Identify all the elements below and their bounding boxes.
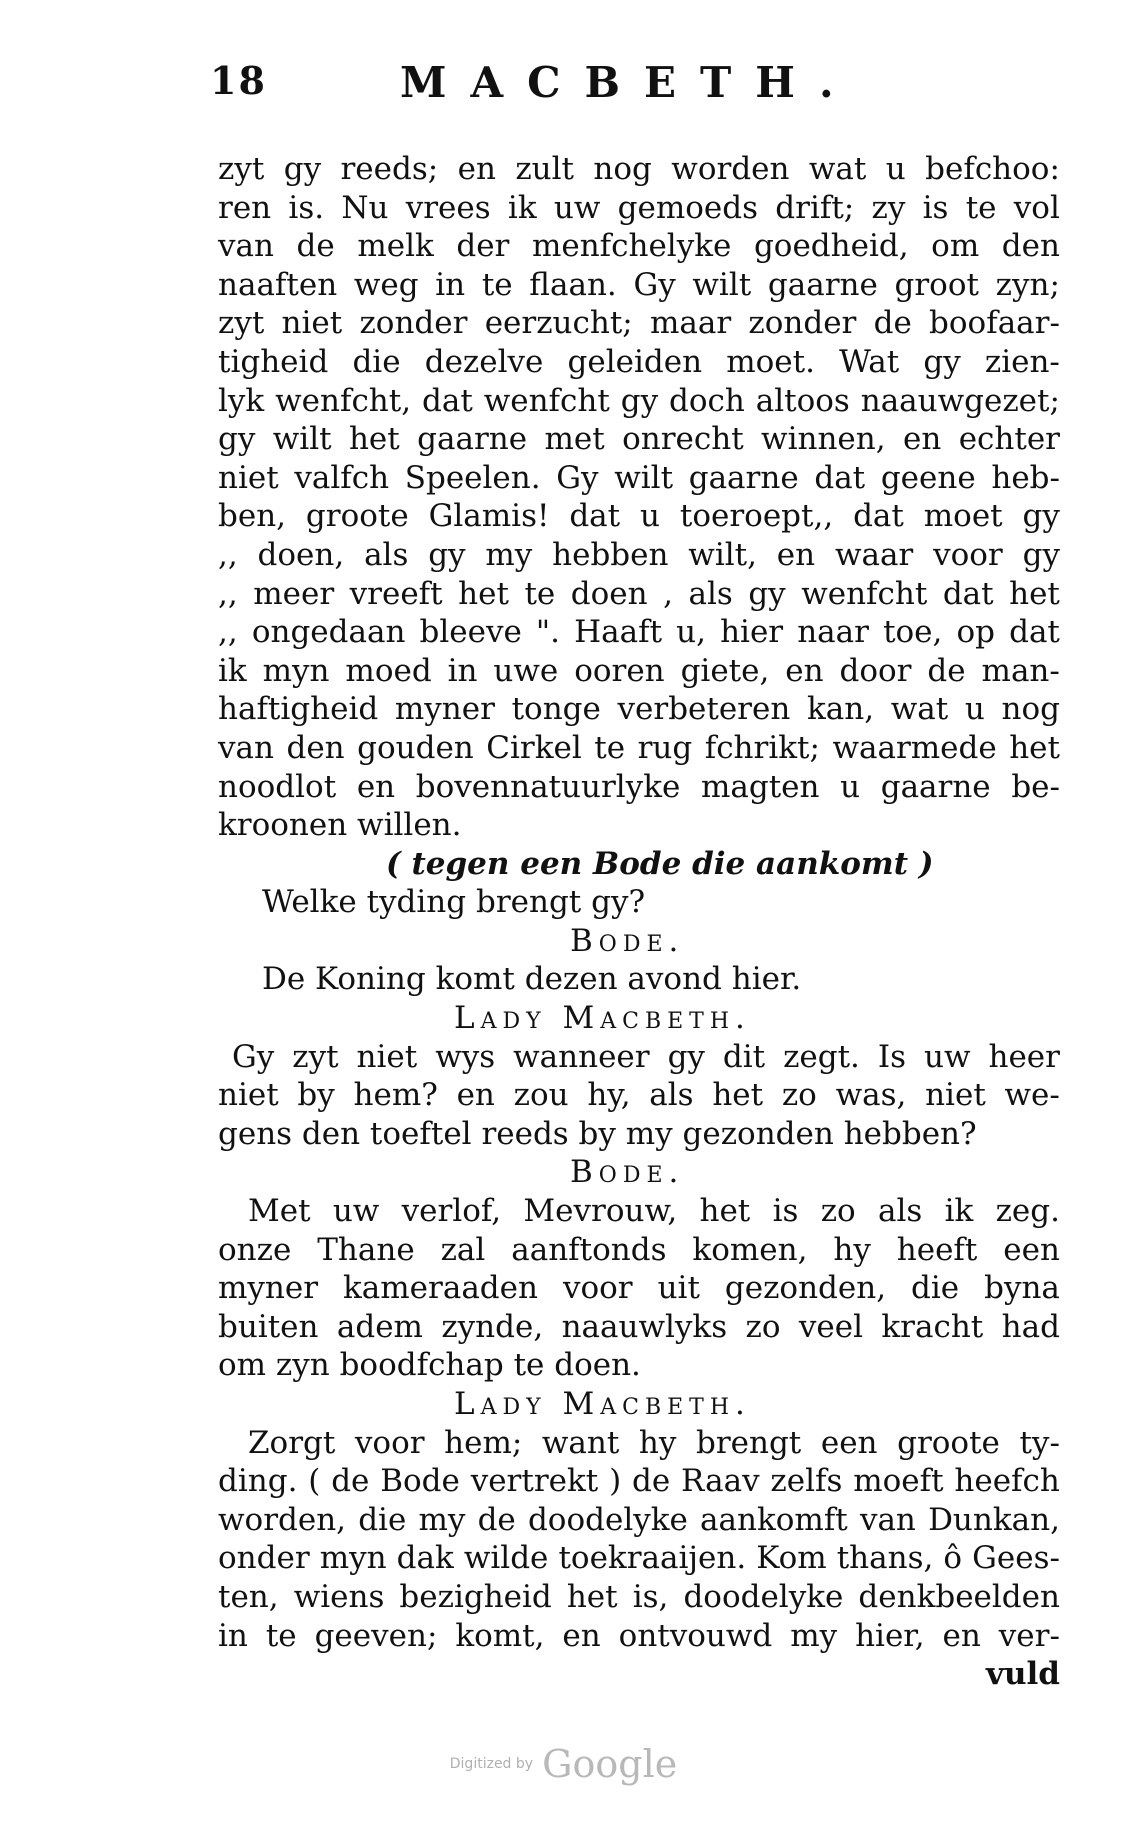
page-header: [0, 58, 1127, 118]
speech-line: Welke tyding brengt gy?: [262, 884, 646, 921]
text-line: ding. ( de Bode vertrekt ) de Raav zelfs moeft heefch: [218, 1463, 1060, 1500]
text-line: lyk wenfcht, dat wenfcht gy doch altoos naauwgezet;: [218, 382, 1060, 419]
text-line: tigheid die dezelve geleiden moet. Wat gy zien-: [218, 343, 1060, 380]
text-line: Gy zyt niet wys wanneer gy dit zegt. Is uw heer: [232, 1038, 1060, 1075]
text-line: ben, groote Glamis! dat u toeroept,, dat moet gy: [218, 498, 1060, 535]
stage-direction: ( tegen een Bode die aankomt ): [386, 845, 934, 882]
text-line: myner kameraaden voor uit gezonden, die byna: [218, 1270, 1060, 1307]
text-line: haftigheid myner tonge verbeteren kan, wat u nog: [218, 691, 1060, 728]
text-line: onder myn dak wilde toekraaijen. Kom thans, ô Gees-: [218, 1540, 1060, 1577]
text-line: kroonen willen.: [218, 807, 462, 844]
text-line: worden, die my de doodelyke aankomft van Dunkan,: [218, 1501, 1060, 1538]
text-line: niet by hem? en zou hy, als het zo was, niet we-: [218, 1077, 1060, 1114]
text-line: Met uw verlof, Mevrouw, het is zo als ik zeg.: [248, 1193, 1060, 1230]
text-line: zyt niet zonder eerzucht; maar zonder de boofaar-: [218, 305, 1060, 342]
body-text: [218, 150, 1060, 1694]
text-line: buiten adem zynde, naauwlyks zo veel kracht had: [218, 1308, 1060, 1345]
speaker-name: Bode.: [570, 922, 685, 959]
speech-line: De Koning komt dezen avond hier.: [262, 961, 802, 998]
text-line: in te geeven; komt, en ontvouwd my hier, en ver-: [218, 1617, 1060, 1654]
text-line: zyt gy reeds; en zult nog worden wat u befchoo:: [218, 151, 1060, 187]
text-line: ik myn moed in uwe ooren giete, en door de man-: [218, 652, 1060, 689]
text-line: ren is. Nu vrees ik uw gemoeds drift; zy is te vol: [218, 189, 1060, 226]
google-logo: Google: [542, 1742, 678, 1786]
speaker-name: Bode.: [570, 1154, 685, 1191]
text-line: niet valfch Speelen. Gy wilt gaarne dat geene heb-: [218, 459, 1060, 496]
digitization-watermark: [0, 1742, 1127, 1786]
text-line: onze Thane zal aanftonds komen, hy heeft een: [218, 1231, 1060, 1268]
text-line: gens den toeftel reeds by my gezonden hebben?: [218, 1115, 977, 1152]
text-line: van den gouden Cirkel te rug fchrikt; waarmede het: [218, 729, 1060, 766]
speaker-name: Lady Macbeth.: [454, 1000, 751, 1037]
catchword: vuld: [985, 1656, 1060, 1693]
text-line: naaften weg in te flaan. Gy wilt gaarne groot zyn;: [218, 266, 1060, 303]
running-title: MACBETH.: [400, 58, 858, 107]
text-line: ,, doen, als gy my hebben wilt, en waar voor gy: [218, 536, 1060, 573]
text-line: ,, ongedaan bleeve ". Haaft u, hier naar toe, op dat: [218, 614, 1060, 651]
digitized-by-label: Digitized by: [449, 1756, 534, 1772]
text-line: van de melk der menfchelyke goedheid, om den: [218, 228, 1060, 265]
text-line: ten, wiens bezigheid het is, doodelyke denkbeelden: [218, 1578, 1060, 1615]
text-line: Zorgt voor hem; want hy brengt een groote ty-: [248, 1424, 1060, 1461]
text-line: gy wilt het gaarne met onrecht winnen, en echter: [218, 421, 1060, 458]
page-number: 18: [210, 58, 267, 103]
speaker-name: Lady Macbeth.: [454, 1386, 751, 1422]
text-line: noodlot en bovennatuurlyke magten u gaarne be-: [218, 768, 1060, 805]
text-line: ,, meer vreeft het te doen , als gy wenfcht dat het: [218, 575, 1060, 612]
text-line: om zyn boodfchap te doen.: [218, 1347, 641, 1384]
